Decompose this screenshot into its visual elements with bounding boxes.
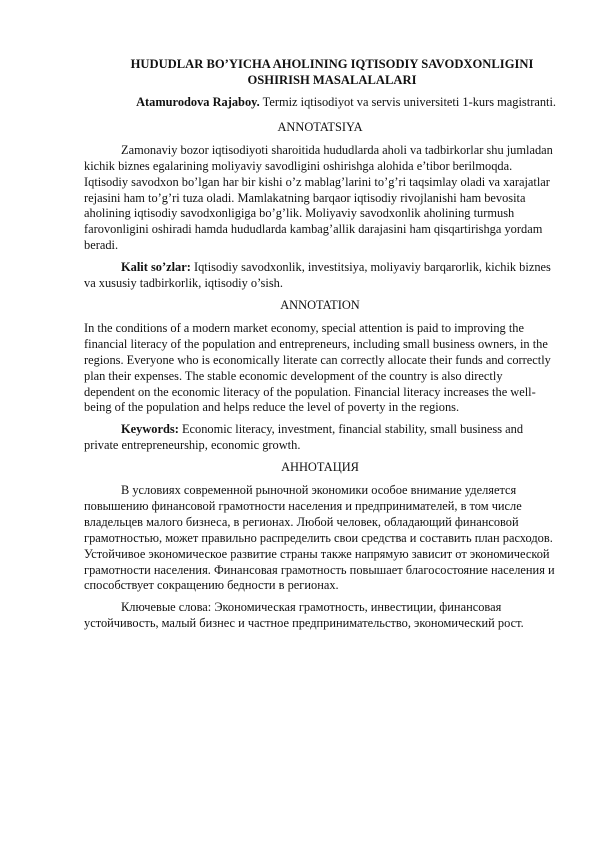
paper-title: [84, 56, 556, 88]
uz-abstract-text: Zamonaviy bozor iqtisodiyoti sharoitida hududlarda aholi va tadbirkorlar shu jumladan kichik biznes egalarining moliyaviy savodligini oshirishga alohida e’tibor berilmoqda. Iqtisodiy savodxon bo’lgan har bir kishi o’z mablag’larini to’g’ri taqsimlay oladi va xarajatlar rejasini ham to’g’ri tuza oladi. Mamlakatning barqaor iqtisodiy rivojlanishi ham bevosita aholining iqtisodiy savodxonligiga bo’g’lik. Moliyaviy savodxonlik aholining turmush farovonligini oshiradi hamda hududlarda kambag’allik darajasini ham qisqartirishga yordam beradi.: [84, 142, 553, 253]
author-line: [84, 95, 556, 111]
uz-abstract-heading: ANNOTATSIYA: [277, 119, 363, 134]
author-name: Atamurodova Rajaboy.: [136, 95, 260, 109]
en-abstract-heading: ANNOTATION: [280, 297, 360, 312]
en-keywords: [84, 422, 556, 454]
uz-keywords-label: Kalit so’zlar:: [121, 260, 191, 275]
ru-abstract-heading: АННОТАЦИЯ: [281, 460, 359, 475]
ru-abstract-text: В условиях современной рыночной экономики особое внимание уделяется повышению финансовой грамотности населения и предпринимателей, в том числе владельцев малого бизнеса, в регионах. Любой человек, обладающий финансовой грамотностью, может правильно распределить свои средства и составить план расходов. Устойчивое экономическое развитие страны также напрямую зависит от экономической грамотности населения. Финансовая грамотность повышает благосостояние населения и способствует сокращению бедности в регионах.: [84, 483, 555, 593]
en-keywords-label: Keywords:: [121, 422, 179, 437]
title-line-2: OSHIRISH MASALALALARI: [247, 73, 417, 87]
en-keywords-text: Economic literacy, investment, financial stability, small business and private entrepreneurship, economic growth.: [84, 422, 524, 453]
author-affiliation: Termiz iqtisodiyot va servis universiteti 1-kurs magistranti.: [262, 95, 556, 109]
uz-keywords: [84, 260, 556, 292]
uz-keywords-text: Iqtisodiy savodxonlik, investitsiya, moliyaviy barqarorlik, kichik biznes va xususiy tadbirkorlik, iqtisodiy o’sish.: [84, 260, 551, 291]
en-abstract-text: In the conditions of a modern market economy, special attention is paid to improving the financial literacy of the population and entrepreneurs, including small business owners, in the regions. Everyone who is economically literate can correctly allocate their funds and correctly plan their expenses. The stable economic development of the country is also directly dependent on the economic literacy of the population. Financial literacy increases the well-being of the population and helps reduce the level of poverty in the regions.: [84, 320, 551, 415]
title-line-1: HUDUDLAR BO’YICHA AHOLINING IQTISODIY SAVODXONLIGINI: [130, 57, 534, 71]
ru-keywords: Ключевые слова: Экономическая грамотность, инвестиции, финансовая устойчивость, малый бизнес и частное предпринимательство, экономический рост.: [84, 600, 524, 631]
